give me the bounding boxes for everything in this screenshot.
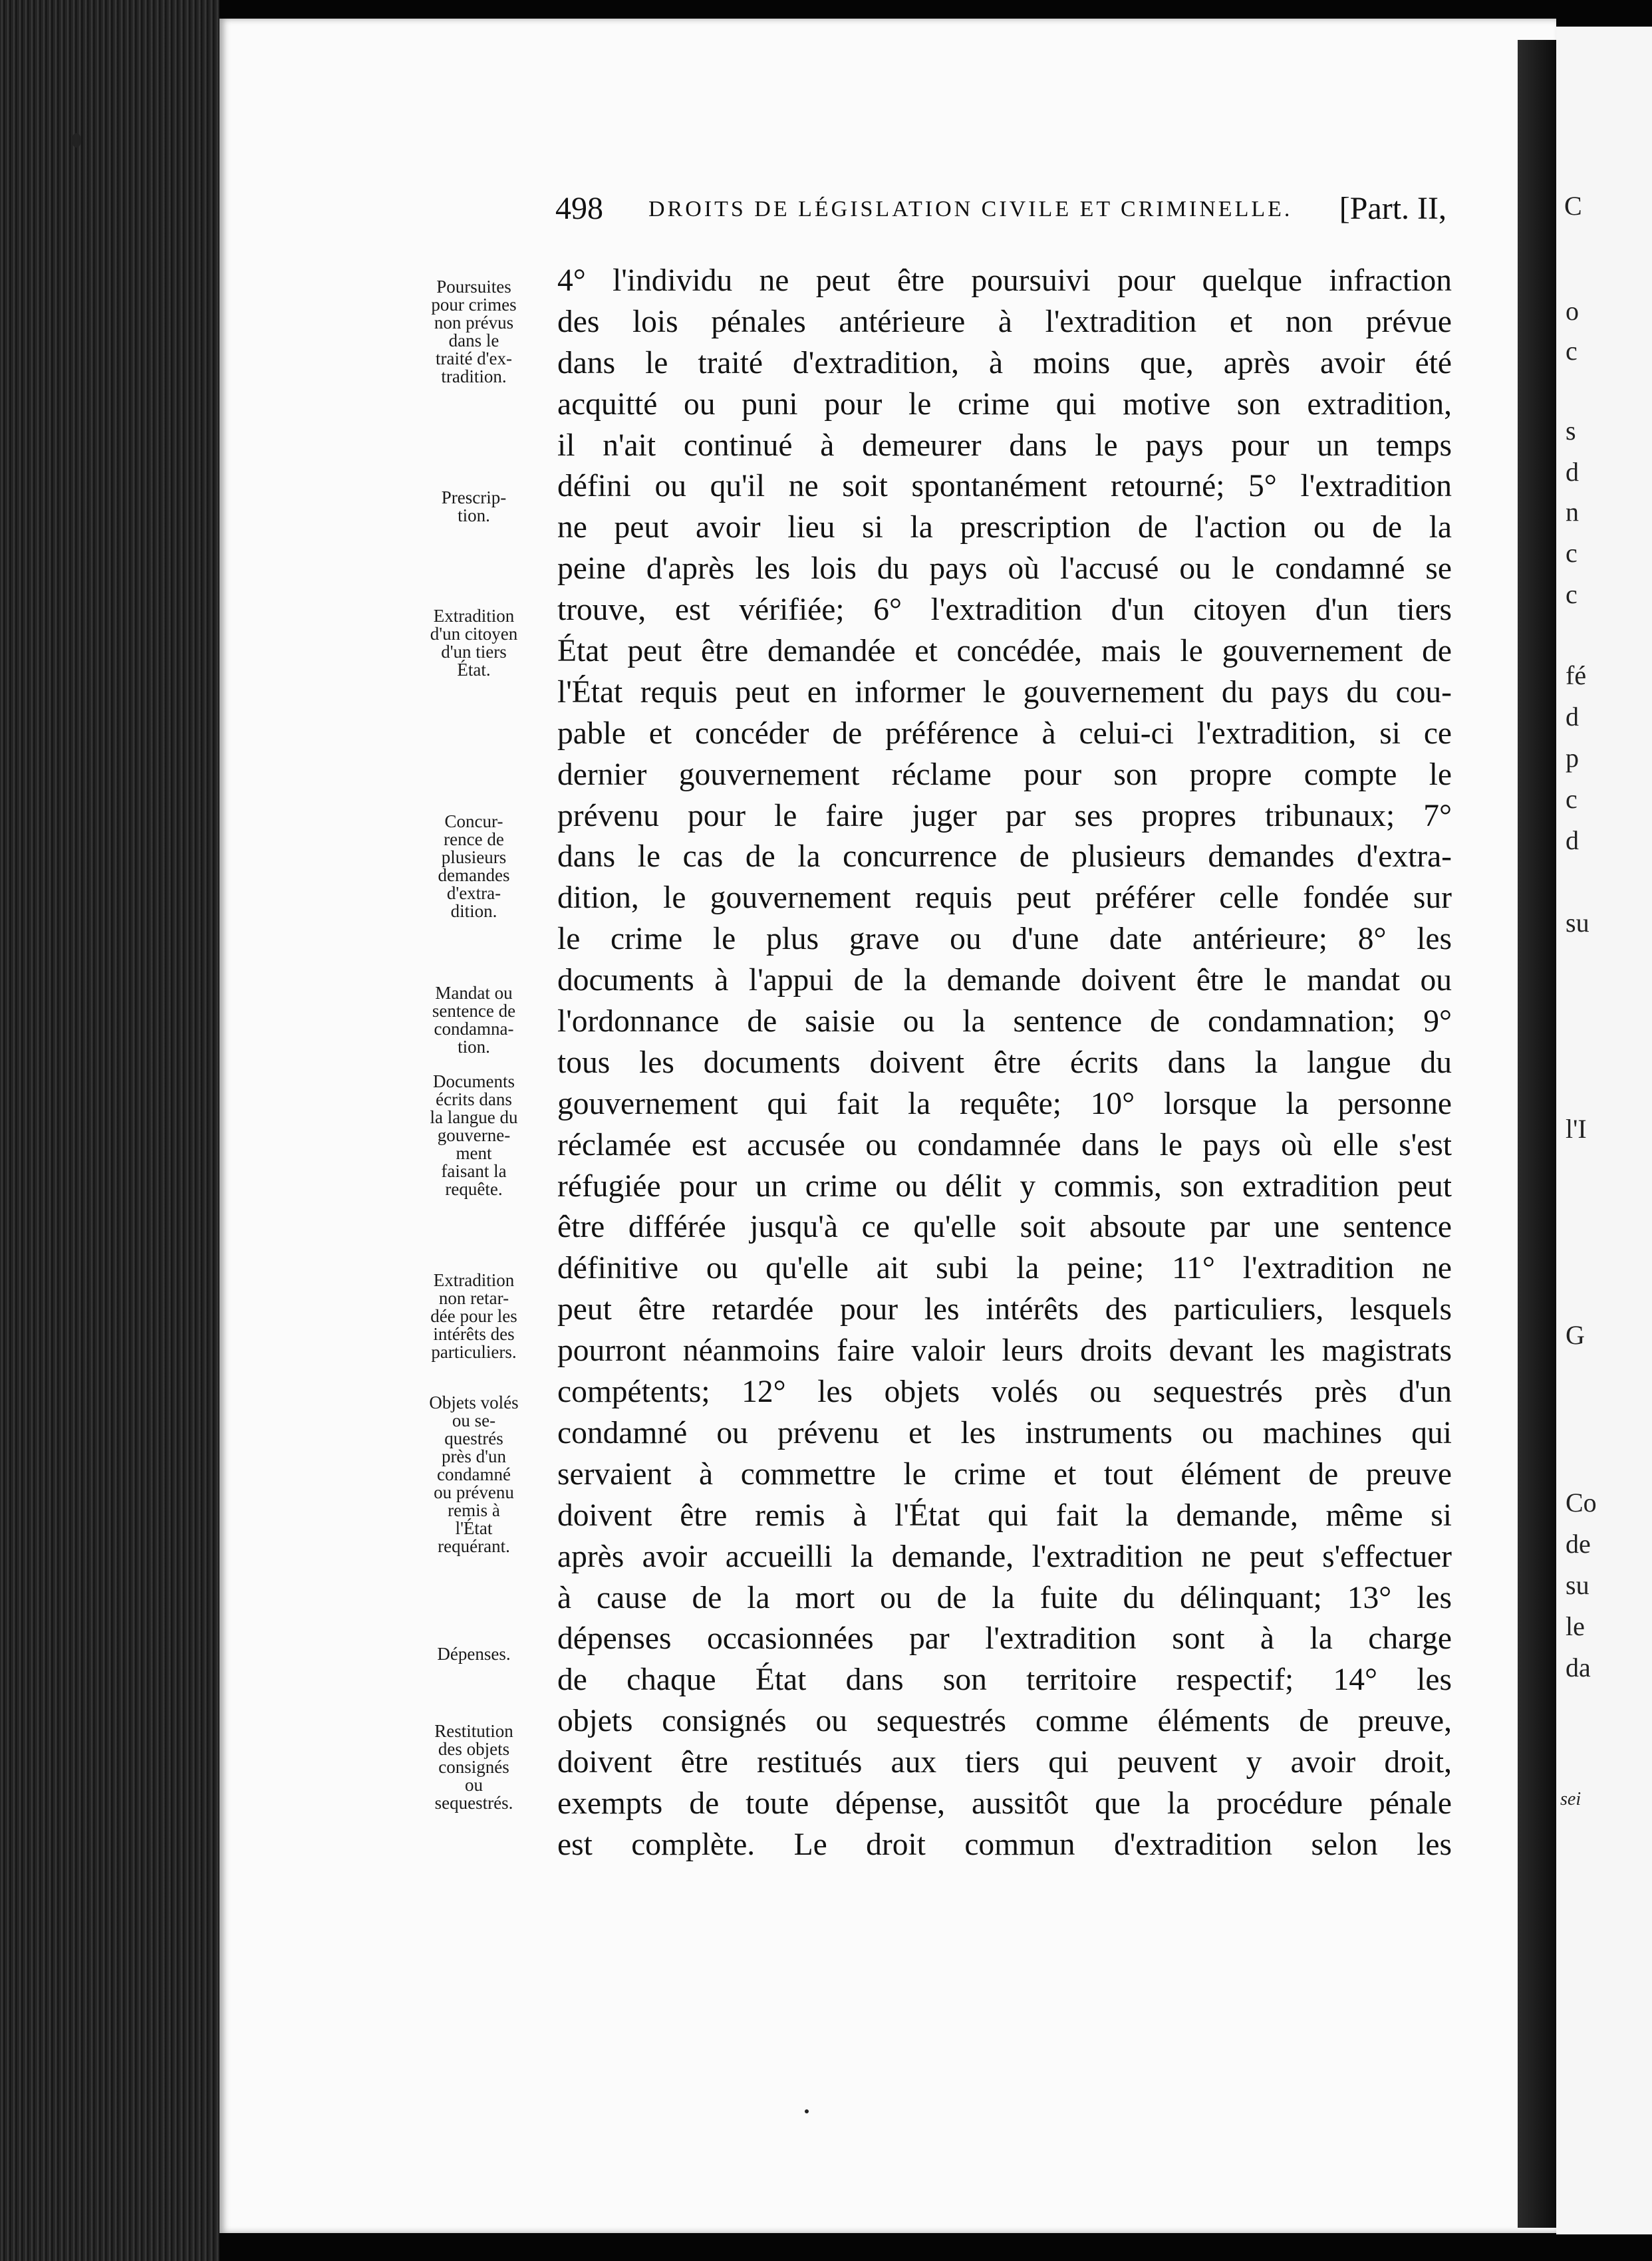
body-line: tous les documents doivent être écrits dans la langue du	[557, 1045, 1452, 1080]
margin-note	[399, 278, 549, 386]
facing-page-fragment: su	[1566, 908, 1589, 938]
margin-note-line: rence de	[444, 829, 504, 849]
body-line: peine d'après les lois du pays où l'accusé ou le condamné se	[557, 551, 1452, 587]
body-line: exempts de toute dépense, aussitôt que la procédure pénale	[557, 1786, 1452, 1821]
body-line: est complète. Le droit commun d'extradition selon les	[557, 1827, 1452, 1862]
facing-page-fragment: c	[1566, 579, 1578, 609]
margin-note	[399, 813, 549, 920]
facing-page-fragment: C	[1564, 191, 1582, 221]
part-label: [Part. II,	[1339, 191, 1446, 226]
body-line: État peut être demandée et concédée, mais le gouvernement de	[557, 634, 1452, 669]
margin-note-line: sequestrés.	[434, 1793, 513, 1813]
margin-note	[399, 1722, 549, 1812]
page-header	[555, 190, 1453, 230]
margin-note-line: Poursuites	[436, 277, 511, 297]
body-line: réclamée est accusée ou condamnée dans le pays où elle s'est	[557, 1127, 1452, 1162]
body-line: à cause de la mort ou de la fuite du délinquant; 13° les	[557, 1580, 1452, 1615]
margin-note-line: d'un citoyen	[430, 624, 518, 644]
margin-note-line: demandes	[438, 865, 510, 885]
margin-note-line: Extradition	[433, 1270, 515, 1290]
margin-note-line: remis à	[448, 1500, 500, 1520]
body-line: dépenses occasionnées par l'extradition sont à la charge	[557, 1621, 1452, 1657]
facing-page-fragment: sei	[1560, 1789, 1582, 1809]
ink-speck	[805, 2109, 809, 2113]
margin-note	[399, 1073, 549, 1198]
body-line: dernier gouvernement réclame pour son propre compte le	[557, 757, 1452, 792]
body-line: définitive ou qu'elle ait subi la peine; 11° l'extradition ne	[557, 1251, 1452, 1286]
margin-note-line: tion.	[458, 505, 490, 525]
body-line: documents à l'appui de la demande doivent être le mandat ou	[557, 963, 1452, 998]
ink-speck	[72, 133, 81, 148]
margin-note-line: requérant.	[438, 1536, 510, 1556]
facing-page-fragment: le	[1566, 1611, 1585, 1641]
margin-note	[399, 1271, 549, 1361]
margin-note-line: d'extra-	[446, 883, 501, 903]
margin-note-line: ment	[456, 1143, 492, 1163]
margin-note-line: la langue du	[430, 1107, 518, 1127]
body-line: dition, le gouvernement requis peut préférer celle fondée sur	[557, 880, 1452, 916]
body-line: réfugiée pour un crime ou délit y commis, son extradition peut	[557, 1168, 1452, 1204]
margin-note-line: non prévus	[434, 313, 514, 332]
margin-note-line: non retar-	[438, 1288, 509, 1308]
margin-note-line: Mandat ou	[435, 983, 513, 1003]
body-line: après avoir accueilli la demande, l'extradition ne peut s'effectuer	[557, 1539, 1452, 1574]
body-line: l'ordonnance de saisie ou la sentence de condamnation; 9°	[557, 1004, 1452, 1039]
margin-note-line: dée pour les	[430, 1306, 517, 1326]
margin-note-line: dans le	[448, 331, 499, 350]
margin-note-line: faisant la	[441, 1161, 507, 1181]
book-page-edges	[0, 0, 219, 2261]
margin-note-line: particuliers.	[431, 1342, 517, 1362]
body-line: il n'ait continué à demeurer dans le pays pour un temps	[557, 428, 1452, 463]
facing-page-fragment: d	[1566, 702, 1579, 732]
facing-page-fragment: c	[1566, 336, 1578, 366]
body-line: gouvernement qui fait la requête; 10° lorsque la personne	[557, 1086, 1452, 1121]
margin-note-line: traité d'ex-	[435, 348, 513, 368]
facing-page-edge	[1556, 27, 1652, 2234]
margin-note-line: tradition.	[441, 366, 507, 386]
facing-page-fragment: c	[1566, 784, 1578, 814]
facing-page-fragment: Co	[1566, 1488, 1597, 1518]
margin-note-line: des objets	[438, 1739, 510, 1759]
margin-note-line: consignés	[438, 1757, 509, 1777]
facing-page-fragment: n	[1566, 497, 1579, 527]
margin-note-line: Restitution	[434, 1721, 513, 1741]
running-title: DROITS DE LÉGISLATION CIVILE ET CRIMINELLE.	[648, 197, 1293, 221]
body-line: pourront néanmoins faire valoir leurs droits devant les magistrats	[557, 1333, 1452, 1369]
margin-note-line: Concur-	[444, 811, 503, 831]
facing-page-fragment: c	[1566, 538, 1578, 568]
margin-note-line: ou prévenu	[434, 1482, 514, 1502]
body-line: trouve, est vérifiée; 6° l'extradition d'un citoyen d'un tiers	[557, 593, 1452, 628]
facing-page-fragment: su	[1566, 1570, 1589, 1600]
margin-note-line: sentence de	[432, 1001, 516, 1021]
margin-note-line: Prescrip-	[441, 487, 507, 507]
facing-page-fragment: fé	[1566, 660, 1587, 690]
margin-note-line: questrés	[444, 1428, 503, 1448]
margin-note-line: plusieurs	[441, 847, 507, 867]
margin-note-line: d'un tiers	[441, 642, 507, 662]
facing-page-fragment: l'I	[1566, 1114, 1587, 1144]
body-line: servaient à commettre le crime et tout élément de preuve	[557, 1456, 1452, 1492]
facing-page-fragment: s	[1566, 416, 1576, 446]
facing-page-fragment: de	[1566, 1529, 1591, 1559]
body-line: pable et concéder de préférence à celui-ci l'extradition, si ce	[557, 716, 1452, 751]
margin-note-line: requête.	[445, 1179, 503, 1199]
body-line: prévenu pour le faire juger par ses propres tribunaux; 7°	[557, 798, 1452, 833]
body-line: objets consignés ou sequestrés comme éléments de preuve,	[557, 1704, 1452, 1739]
body-line: des lois pénales antérieure à l'extradition et non prévue	[557, 304, 1452, 339]
margin-note-line: intérêts des	[433, 1324, 515, 1344]
body-line: le crime le plus grave ou d'une date antérieure; 8° les	[557, 922, 1452, 957]
body-line: ne peut avoir lieu si la prescription de l'action ou de la	[557, 510, 1452, 545]
margin-note-line: ou	[465, 1775, 483, 1795]
book-gutter	[1518, 40, 1556, 2228]
margin-note	[399, 1645, 549, 1663]
body-line: acquitté ou puni pour le crime qui motive son extradition,	[557, 386, 1452, 422]
margin-note	[399, 607, 549, 679]
margin-note-line: gouverne-	[437, 1125, 511, 1145]
page-number: 498	[555, 191, 603, 226]
margin-note-line: ou se-	[452, 1410, 496, 1430]
body-line: compétents; 12° les objets volés ou sequestrés près d'un	[557, 1375, 1452, 1410]
facing-page-fragment: d	[1566, 457, 1579, 487]
margin-note-line: près d'un	[441, 1446, 507, 1466]
margin-note-line: Extradition	[433, 606, 515, 626]
facing-page-fragment: da	[1566, 1653, 1591, 1682]
facing-page-fragment: d	[1566, 825, 1579, 855]
margin-note	[399, 489, 549, 525]
margin-note-line: Documents	[433, 1071, 515, 1091]
margin-note-line: condamné	[437, 1464, 511, 1484]
body-line: 4° l'individu ne peut être poursuivi pour quelque infraction	[557, 263, 1452, 298]
body-line: défini ou qu'il ne soit spontanément retourné; 5° l'extradition	[557, 469, 1452, 504]
margin-note-line: dition.	[450, 901, 497, 921]
margin-note-line: Objets volés	[429, 1393, 519, 1412]
margin-note-line: l'État	[455, 1518, 493, 1538]
margin-note-line: pour crimes	[431, 295, 517, 315]
body-line: de chaque État dans son territoire respectif; 14° les	[557, 1662, 1452, 1698]
body-line: être différée jusqu'à ce qu'elle soit absoute par une sentence	[557, 1210, 1452, 1245]
margin-note	[399, 1394, 549, 1555]
body-line: l'État requis peut en informer le gouvernement du pays du cou-	[557, 674, 1452, 710]
margin-note-line: État.	[457, 660, 491, 680]
body-line: dans le cas de la concurrence de plusieurs demandes d'extra-	[557, 839, 1452, 874]
body-line: condamné ou prévenu et les instruments ou machines qui	[557, 1415, 1452, 1450]
body-line: peut être retardée pour les intérêts des particuliers, lesquels	[557, 1292, 1452, 1327]
body-line: doivent être restitués aux tiers qui peuvent y avoir droit,	[557, 1745, 1452, 1780]
body-line: dans le traité d'extradition, à moins que, après avoir été	[557, 345, 1452, 380]
facing-page-fragment: p	[1566, 743, 1579, 773]
facing-page-fragment: o	[1566, 296, 1579, 326]
body-text	[557, 261, 1452, 1866]
margin-note-line: écrits dans	[436, 1089, 512, 1109]
margin-note-line: condamna-	[434, 1019, 514, 1039]
margin-note-line: Dépenses.	[437, 1644, 511, 1664]
margin-note	[399, 984, 549, 1056]
margin-note-line: tion.	[458, 1037, 490, 1057]
body-line: doivent être remis à l'État qui fait la demande, même si	[557, 1498, 1452, 1533]
facing-page-fragment: G	[1566, 1320, 1585, 1350]
